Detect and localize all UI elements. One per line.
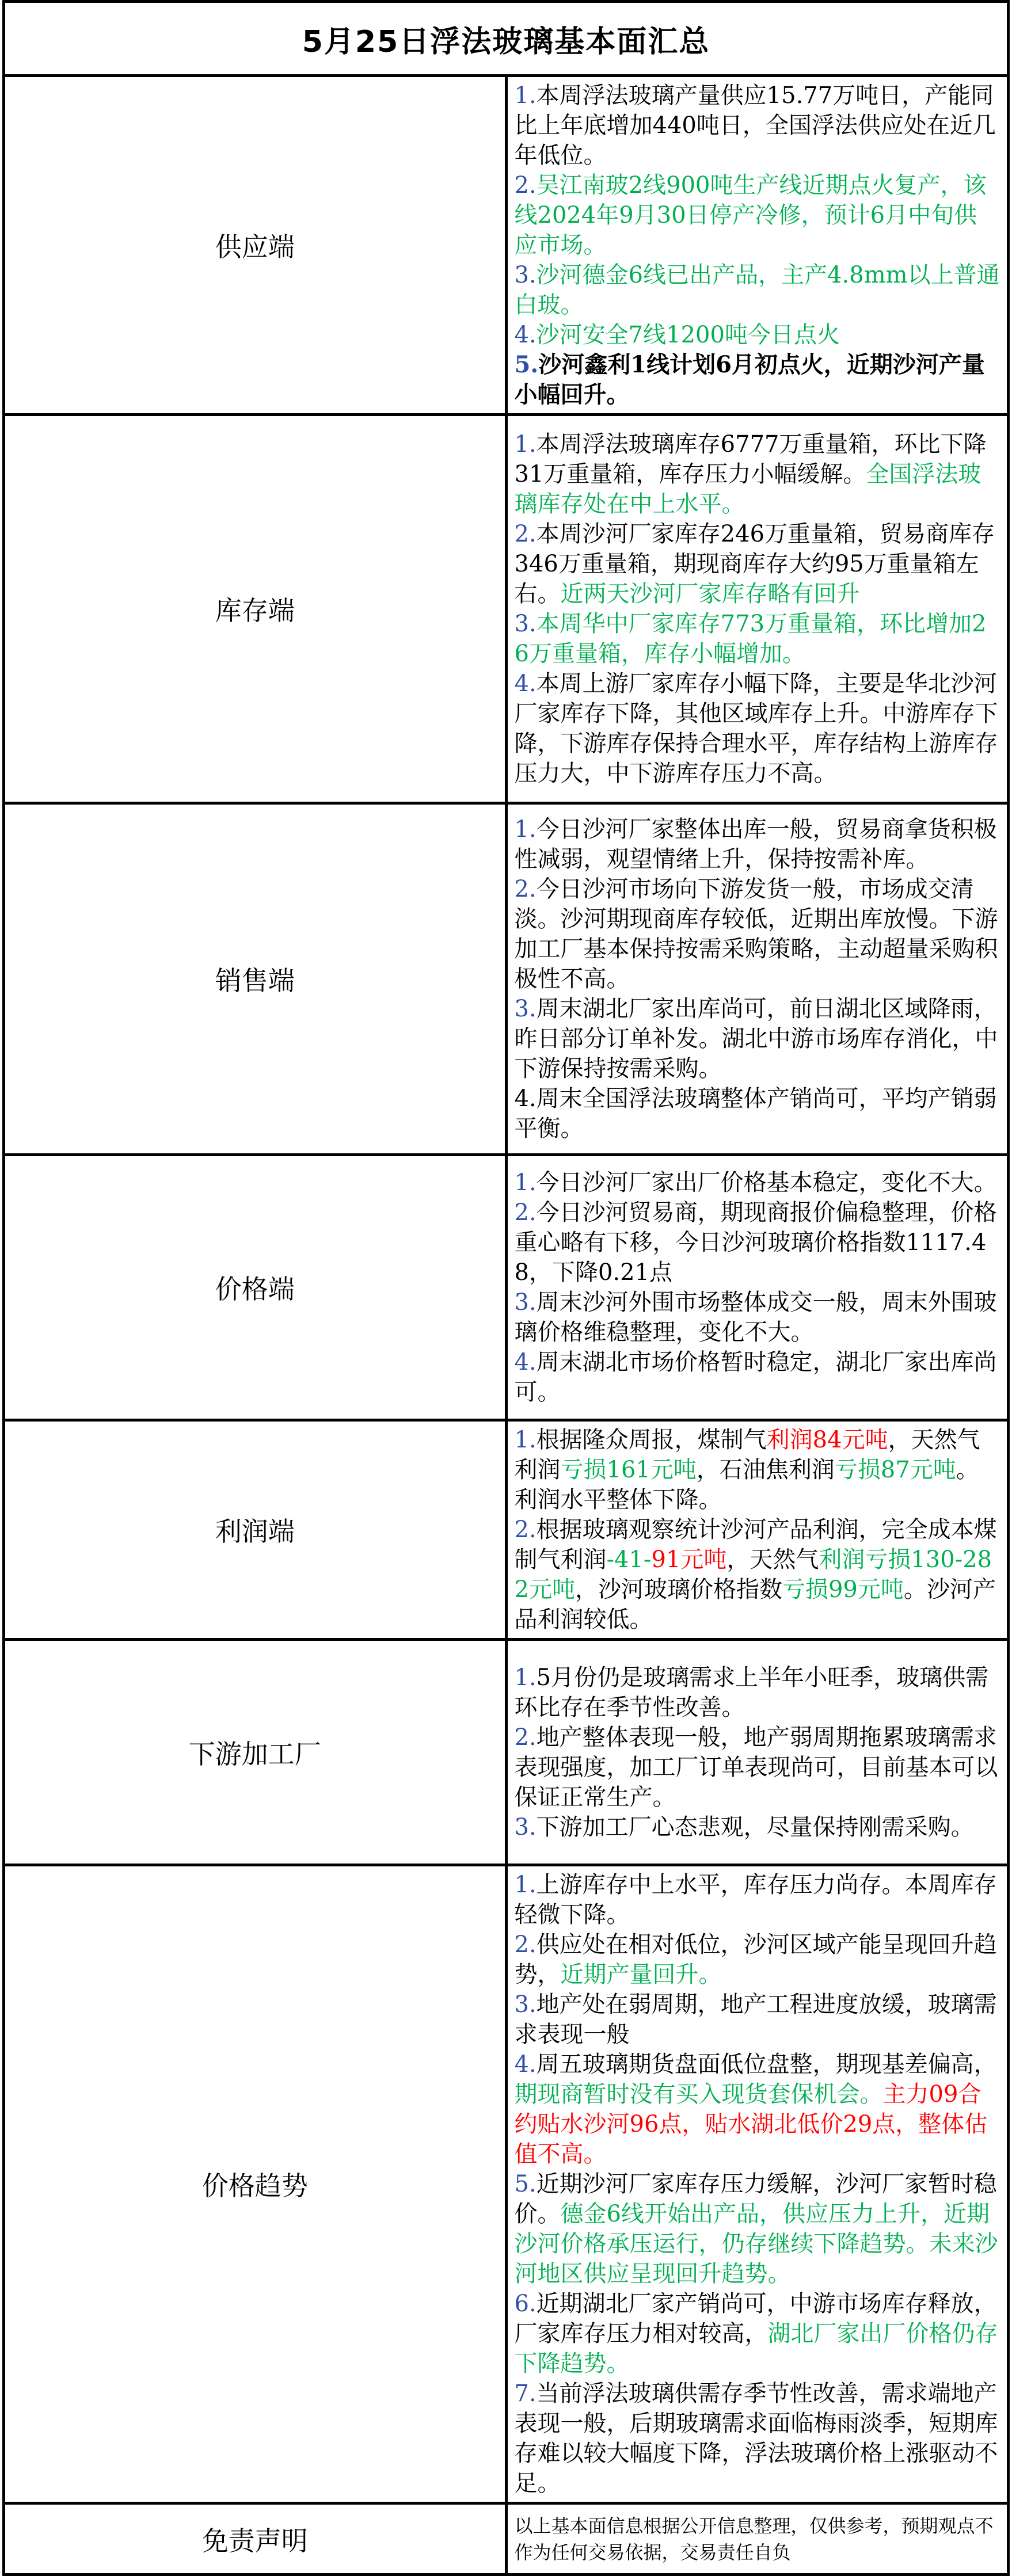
item-text: 根据隆众周报，煤制气: [536, 1427, 767, 1453]
list-item: [515, 1347, 1000, 1407]
list-item: [515, 320, 1000, 350]
item-number: 5.: [514, 351, 539, 378]
section-label: 利润端: [4, 1420, 507, 1640]
list-item: [515, 1425, 1000, 1515]
section-supply: [4, 76, 1009, 415]
list-item: [515, 350, 1000, 410]
list-item: [515, 1663, 1000, 1723]
item-text: 。利润水平整体下降。: [514, 1457, 979, 1513]
item-text-highlight-green: 亏损99元吨: [782, 1576, 904, 1603]
list-item: [515, 1812, 1000, 1842]
item-text-highlight-green: 亏损87元吨: [834, 1457, 956, 1483]
item-text: ，沙河玻璃价格指数: [575, 1576, 782, 1603]
item-text-highlight-green: 沙河安全7线1200吨今日点火: [536, 322, 840, 348]
page-title: 5月25日浮法玻璃基本面汇总: [4, 2, 1009, 76]
list-item: [515, 2289, 1000, 2379]
section-downstream: [4, 1640, 1009, 1865]
item-number: 2.: [514, 172, 537, 199]
title-row: [4, 2, 1009, 76]
item-text-highlight-red: 91元吨: [651, 1546, 727, 1573]
item-text: 上游库存中上水平，库存压力尚存。本周库存轻微下降。: [514, 1872, 997, 1928]
list-item: [515, 1168, 1000, 1198]
section-inventory: [4, 415, 1009, 803]
item-text: 近期沙河厂家库存压力缓解，沙河厂家暂时稳价。: [514, 2171, 997, 2227]
item-number: 4.: [514, 670, 537, 697]
list-item: [515, 260, 1000, 320]
item-number: 4.: [514, 322, 537, 348]
item-text: 本周沙河厂家库存246万重量箱，贸易商库存346万重量箱，期现商库存大约95万重量箱左右。: [514, 521, 995, 607]
section-price-trend: [4, 1865, 1009, 2503]
item-text: 5月份仍是玻璃需求上半年小旺季，玻璃供需环比存在季节性改善。: [514, 1664, 989, 1721]
item-number: 2.: [514, 1931, 537, 1958]
item-text: 今日沙河市场向下游发货一般，市场成交清淡。沙河期现商库存较低，近期出库放慢。下游加工厂基本保持按需采购策略，主动超量采购积极性不高。: [514, 876, 998, 992]
item-number: 2.: [514, 1199, 537, 1226]
item-number: 4.: [514, 2051, 537, 2078]
item-number: 1.: [514, 1427, 537, 1453]
section-content: [506, 76, 1009, 415]
section-label: 价格趋势: [4, 1865, 507, 2503]
item-text-highlight-green: 近期产量回升。: [560, 1961, 722, 1988]
item-text: 根据玻璃观察统计沙河产品利润，完全成本煤制气利润: [514, 1516, 997, 1573]
item-text: 周末湖北厂家出库尚可，前日湖北区域降雨，昨日部分订单补发。湖北中游市场库存消化，中下游保持按需采购。: [514, 996, 998, 1082]
list-item: [515, 1198, 1000, 1287]
item-text: 近期湖北厂家产销尚可，中游市场库存释放，厂家库存压力相对较高，: [514, 2291, 997, 2347]
item-text-highlight-green: 湖北厂家出厂价格仍存下降趋势。: [514, 2320, 998, 2377]
section-label: 销售端: [4, 803, 507, 1155]
item-text-highlight-green: 德金6线开始出产品，供应压力上升，近期沙河价格承压运行，仍存继续下降趋势。未来沙河地区供应呈现回升趋势。: [514, 2201, 998, 2287]
item-number: 6.: [514, 2291, 537, 2317]
item-text: 本周浮法玻璃库存6777万重量箱，环比下降31万重量箱，库存压力小幅缓解。: [514, 431, 987, 487]
section-content: [506, 1420, 1009, 1640]
list-item: [515, 994, 1000, 1084]
item-number: 3.: [514, 262, 537, 288]
section-label: 下游加工厂: [4, 1640, 507, 1865]
item-text-highlight-red: 主力09合约贴水沙河96点，贴水湖北低价29点，整体估值不高。: [514, 2081, 988, 2167]
item-number: 4.: [514, 1349, 537, 1375]
section-profit: [4, 1420, 1009, 1640]
item-text-highlight-green: 沙河德金6线已出产品，主产4.8mm以上普通白玻。: [514, 262, 1000, 318]
item-number: 2.: [514, 1724, 537, 1751]
list-item: [515, 1870, 1000, 1930]
item-text: 周末全国浮法玻璃整体产销尚可，平均产销弱平衡。: [514, 1085, 997, 1142]
section-disclaimer: [4, 2503, 1009, 2575]
section-label: 免责声明: [4, 2503, 507, 2575]
section-content: [506, 1865, 1009, 2503]
item-text-highlight-green: 利润亏损130-282元吨: [514, 1546, 992, 1603]
section-content: [506, 803, 1009, 1155]
disclaimer-text: 以上基本面信息根据公开信息整理，仅供参考，预期观点不作为任何交易依据，交易责任自负: [506, 2503, 1009, 2575]
list-item: [515, 814, 1000, 874]
item-text: 沙河鑫利1线计划6月初点火，近期沙河产量小幅回升。: [514, 351, 985, 408]
list-item: [515, 2169, 1000, 2289]
item-text: ，天然气: [726, 1546, 819, 1573]
list-item: [515, 429, 1000, 519]
list-item: [515, 1084, 1000, 1144]
item-text-highlight-green: 近两天沙河厂家库存略有回升: [560, 581, 860, 607]
list-item: [515, 1515, 1000, 1634]
list-item: [515, 1287, 1000, 1347]
item-number: 1.: [514, 431, 537, 458]
item-number: 2.: [514, 1516, 537, 1543]
item-number: 7.: [514, 2380, 537, 2407]
section-content: [506, 1640, 1009, 1865]
section-label: 供应端: [4, 76, 507, 415]
item-text: 下游加工厂心态悲观，尽量保持刚需采购。: [536, 1813, 974, 1840]
section-sales: [4, 803, 1009, 1155]
list-item: [515, 2379, 1000, 2498]
item-number: 2.: [514, 876, 537, 902]
list-item: [515, 609, 1000, 669]
list-item: [515, 519, 1000, 609]
item-text: 周末沙河外围市场整体成交一般，周末外围玻璃价格维稳整理，变化不大。: [514, 1289, 997, 1346]
list-item: [515, 874, 1000, 994]
item-number: 4.: [514, 1085, 537, 1112]
item-number: 3.: [514, 1813, 537, 1840]
list-item: [515, 170, 1000, 260]
section-content: [506, 415, 1009, 803]
item-text: 供应处在相对低位，沙河区域产能呈现回升趋势，: [514, 1931, 997, 1988]
item-text-highlight-green: 期现商暂时没有买入现货套保机会。: [514, 2081, 883, 2108]
list-item: [515, 1930, 1000, 1990]
item-number: 1.: [514, 1169, 537, 1196]
item-text: 今日沙河厂家整体出库一般，贸易商拿货积极性减弱，观望情绪上升，保持按需补库。: [514, 816, 997, 872]
item-text-highlight-green: 全国浮法玻璃库存处在中上水平。: [514, 461, 981, 517]
section-content: [506, 1155, 1009, 1420]
list-item: [515, 1723, 1000, 1812]
item-text: 本周浮法玻璃产量供应15.77万吨日，产能同比上年底增加440吨日，全国浮法供应处在近几年低位。: [514, 82, 996, 169]
item-text: ，石油焦利润: [696, 1457, 835, 1483]
item-text-highlight-green: 吴江南玻2线900吨生产线近期点火复产，该线2024年9月30日停产冷修，预计6月中旬供应市场。: [514, 172, 987, 258]
list-item: [515, 2049, 1000, 2169]
item-text-highlight-green: -41-: [606, 1546, 652, 1573]
item-number: 1.: [514, 1872, 537, 1898]
item-text: 。沙河产品利润较低。: [514, 1576, 996, 1633]
list-item: [515, 1990, 1000, 2049]
item-text-highlight-green: 亏损161元吨: [560, 1457, 697, 1483]
item-number: 1.: [514, 816, 537, 843]
item-text: 今日沙河贸易商，期现商报价偏稳整理，价格重心略有下移，今日沙河玻璃价格指数1117.48，下降0.21点: [514, 1199, 997, 1286]
item-number: 3.: [514, 1289, 537, 1316]
item-text: ，天然气利润: [514, 1427, 980, 1483]
item-text: 地产处在弱周期，地产工程进度放缓，玻璃需求表现一般: [514, 1991, 997, 2048]
item-number: 5.: [514, 2171, 537, 2197]
list-item: [515, 81, 1000, 170]
fundamentals-summary-table: [2, 0, 1010, 2576]
item-text: 今日沙河厂家出厂价格基本稳定，变化不大。: [536, 1169, 997, 1196]
item-text: 地产整体表现一般，地产弱周期拖累玻璃需求表现强度，加工厂订单表现尚可，目前基本可以保证正常生产。: [514, 1724, 998, 1811]
section-label: 库存端: [4, 415, 507, 803]
item-number: 3.: [514, 996, 537, 1022]
item-number: 3.: [514, 1991, 537, 2018]
item-text-highlight-red: 利润84元吨: [766, 1427, 888, 1453]
item-text: 本周上游厂家库存小幅下降，主要是华北沙河厂家库存下降，其他区域库存上升。中游库存下降，下游库存保持合理水平，库存结构上游库存压力大，中下游库存压力不高。: [514, 670, 998, 787]
item-number: 3.: [514, 611, 537, 637]
section-price: [4, 1155, 1009, 1420]
list-item: [515, 669, 1000, 788]
item-text: 当前浮法玻璃供需存季节性改善，需求端地产表现一般，后期玻璃需求面临梅雨淡季，短期库存难以较大幅度下降，浮法玻璃价格上涨驱动不足。: [514, 2380, 998, 2497]
item-text: 周末湖北市场价格暂时稳定，湖北厂家出库尚可。: [514, 1349, 997, 1405]
item-number: 1.: [514, 82, 537, 109]
item-text: 周五玻璃期货盘面低位盘整，期现基差偏高，: [536, 2051, 997, 2078]
item-text-highlight-green: 本周华中厂家库存773万重量箱，环比增加26万重量箱，库存小幅增加。: [514, 611, 987, 667]
item-number: 1.: [514, 1664, 537, 1691]
section-label: 价格端: [4, 1155, 507, 1420]
item-number: 2.: [514, 521, 537, 547]
